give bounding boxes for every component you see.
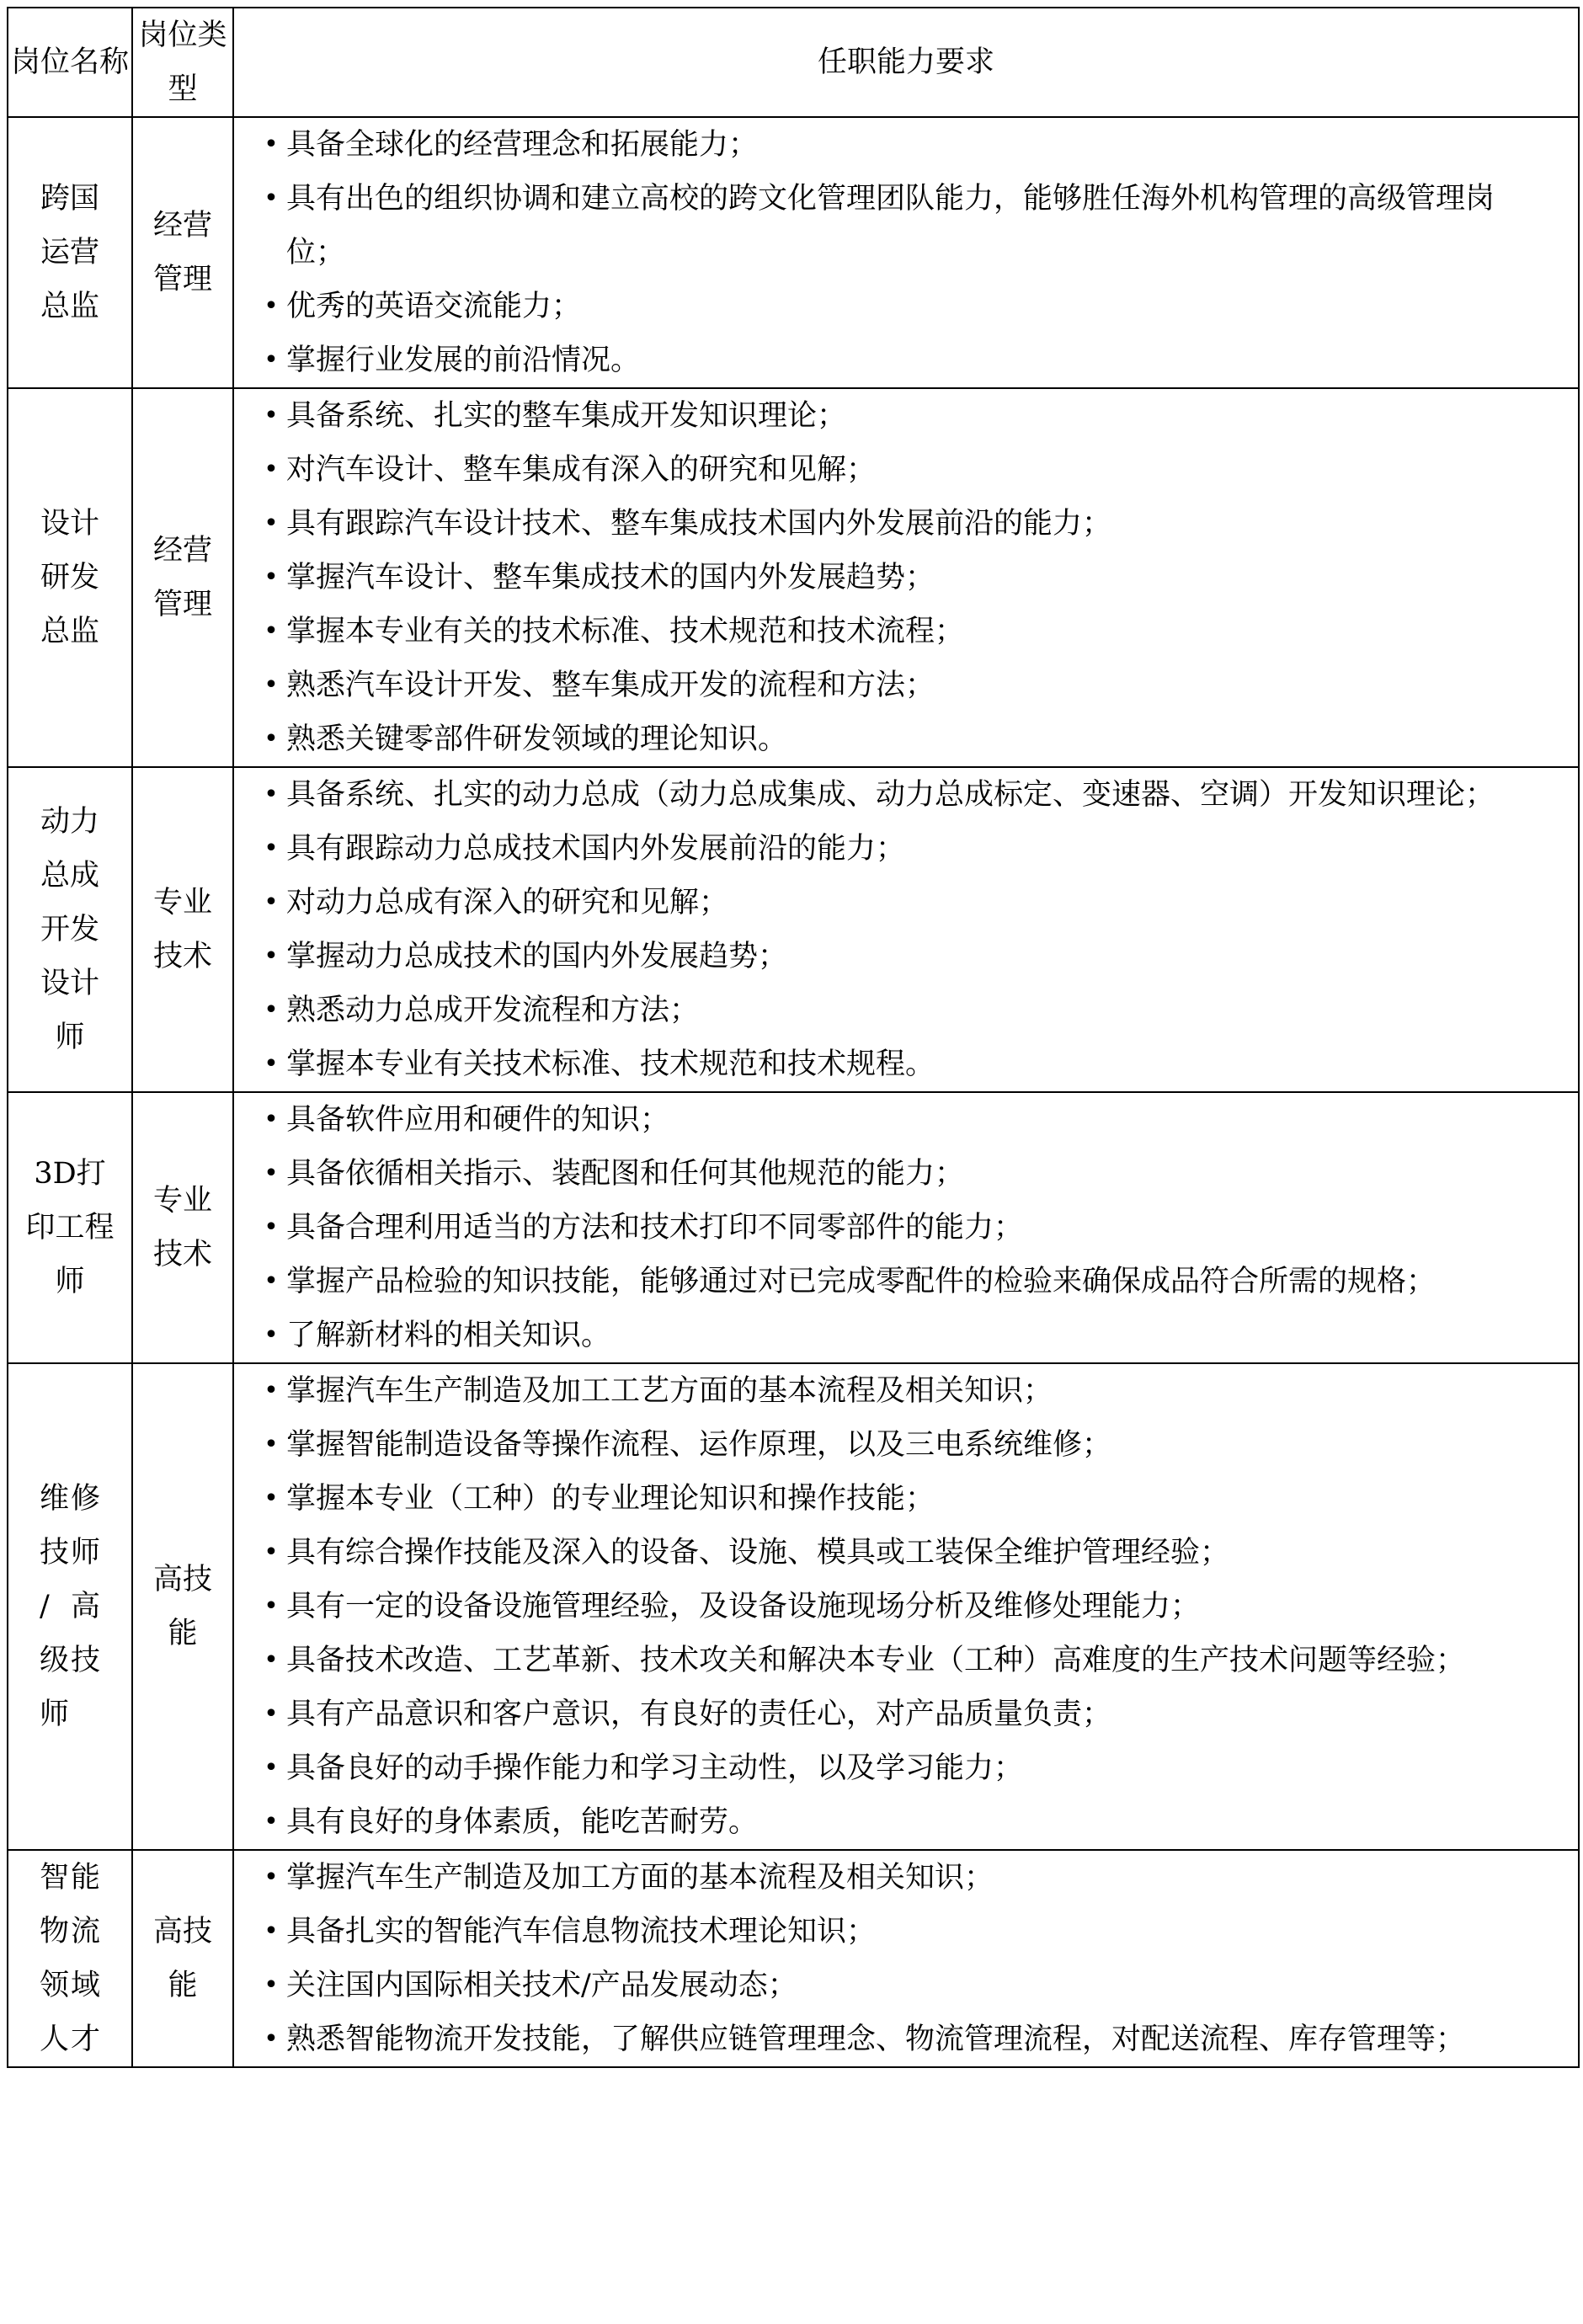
list-item [234,1037,1578,1091]
list-item [234,768,1578,822]
requirement-text: 对汽车设计、整车集成有深入的研究和见解； [286,453,877,487]
table-row [8,1092,1579,1363]
requirements-list [234,118,1578,387]
requirements-cell [233,388,1579,767]
bullet-icon: • [264,1266,279,1296]
bullet-icon: • [264,345,279,375]
position-name-cell [8,388,132,767]
job-requirements-table [7,7,1580,2068]
bullet-icon: • [264,1484,279,1513]
requirements-cell [233,1363,1579,1850]
requirement-text: 掌握汽车生产制造及加工工艺方面的基本流程及相关知识； [286,1374,1053,1408]
requirement-text: 具有综合操作技能及深入的设备、设施、模具或工装保全维护管理经验； [286,1536,1230,1570]
requirements-cell [233,767,1579,1092]
requirement-text: 掌握本专业有关技术标准、技术规范和技术规程。 [286,1047,935,1081]
list-item [234,280,1578,333]
list-item [234,551,1578,605]
requirement-text: 掌握行业发展的前沿情况。 [286,344,641,377]
requirement-text: 了解新材料的相关知识。 [286,1319,611,1352]
list-item [234,1472,1578,1526]
position-name-cell [8,767,132,1092]
requirement-text: 熟悉汽车设计开发、整车集成开发的流程和方法； [286,669,935,702]
bullet-icon: • [264,291,279,321]
bullet-icon: • [264,1430,279,1459]
list-item [234,1795,1578,1849]
requirement-text: 具备依循相关指示、装配图和任何其他规范的能力； [286,1157,965,1191]
position-type: 经营管理 [152,209,212,296]
bullet-icon: • [264,1863,279,1892]
requirement-text: 掌握产品检验的知识技能，能够通过对已完成零配件的检验来确保成品符合所需的规格； [286,1265,1436,1298]
header-row [8,8,1579,117]
bullet-icon: • [264,995,279,1025]
list-item [234,333,1578,387]
bullet-icon: • [264,1159,279,1188]
requirement-text: 具备扎实的智能汽车信息物流技术理论知识； [286,1915,877,1948]
header-position-name-text: 岗位名称 [10,45,129,79]
position-name-cell [8,1850,132,2067]
requirement-text: 对动力总成有深入的研究和见解； [286,886,729,919]
list-item [234,983,1578,1037]
bullet-icon: • [264,670,279,700]
bullet-icon: • [264,941,279,971]
requirement-text: 具备全球化的经营理念和拓展能力； [286,128,759,162]
bullet-icon: • [264,780,279,809]
bullet-icon: • [264,1807,279,1836]
requirement-text: 熟悉智能物流开发技能，了解供应链管理理念、物流管理流程，对配送流程、库存管理等； [286,2023,1466,2056]
requirements-list [234,389,1578,766]
requirement-text: 掌握本专业（工种）的专业理论知识和操作技能； [286,1482,935,1516]
requirement-text: 具有一定的设备设施管理经验，及设备设施现场分析及维修处理能力； [286,1590,1201,1623]
requirement-text: 具备系统、扎实的动力总成（动力总成集成、动力总成标定、变速器、空调）开发知识理论； [286,778,1495,812]
list-item [234,497,1578,551]
table-row [8,117,1579,388]
list-item [234,1526,1578,1580]
position-name: 3D打印工程师 [25,1157,115,1298]
position-name-cell [8,117,132,388]
list-item [234,389,1578,443]
requirement-text: 关注国内国际相关技术/产品发展动态； [286,1969,797,2002]
list-item [234,1255,1578,1309]
requirements-list [234,1851,1578,2066]
header-requirements-text: 任职能力要求 [817,45,994,79]
bullet-icon: • [264,1916,279,1946]
list-item [234,876,1578,930]
list-item [234,1364,1578,1418]
table-row [8,767,1579,1092]
list-item [234,1147,1578,1201]
requirement-text: 具备技术改造、工艺革新、技术攻关和解决本专业（工种）高难度的生产技术问题等经验； [286,1644,1466,1677]
bullet-icon: • [264,1699,279,1729]
requirements-cell [233,1092,1579,1363]
list-item [234,930,1578,983]
header-requirements [233,8,1579,117]
list-item [234,1959,1578,2012]
position-type-cell [132,1363,233,1850]
list-item [234,1905,1578,1959]
list-item [234,1418,1578,1472]
position-name: 动力总成开发设计师 [40,805,99,1054]
requirement-text: 掌握本专业有关的技术标准、技术规范和技术流程； [286,615,965,648]
position-name-cell [8,1092,132,1363]
bullet-icon: • [264,509,279,538]
requirement-text: 掌握智能制造设备等操作流程、运作原理，以及三电系统维修； [286,1428,1112,1462]
requirement-text: 具备合理利用适当的方法和技术打印不同零部件的能力； [286,1211,1024,1245]
bullet-icon: • [264,1970,279,2000]
position-type-cell [132,1850,233,2067]
list-item [234,1851,1578,1905]
bullet-icon: • [264,1213,279,1242]
position-type: 专业技术 [152,1184,212,1271]
bullet-icon: • [264,401,279,430]
requirement-text: 掌握汽车生产制造及加工方面的基本流程及相关知识； [286,1861,994,1895]
requirement-text: 掌握动力总成技术的国内外发展趋势； [286,940,788,973]
list-item [234,1687,1578,1741]
position-type: 高技能 [152,1915,212,2002]
requirement-text: 具有良好的身体素质，能吃苦耐劳。 [286,1805,759,1839]
requirement-text: 具有跟踪汽车设计技术、整车集成技术国内外发展前沿的能力； [286,507,1112,541]
list-item [234,822,1578,876]
position-name: 智能物流领域人才 [40,1861,100,2056]
header-position-type [132,8,233,117]
bullet-icon: • [264,887,279,917]
header-position-name [8,8,132,117]
bullet-icon: • [264,616,279,646]
requirements-list [234,1364,1578,1849]
requirement-text: 优秀的英语交流能力； [286,290,582,323]
position-type-cell [132,767,233,1092]
position-type-cell [132,1092,233,1363]
requirement-text: 具备良好的动手操作能力和学习主动性，以及学习能力； [286,1751,1024,1785]
requirement-text: 具备系统、扎实的整车集成开发知识理论； [286,399,847,433]
list-item [234,118,1578,172]
bullet-icon: • [264,2024,279,2054]
list-item [234,1201,1578,1255]
position-name: 设计研发总监 [40,507,99,648]
bullet-icon: • [264,1645,279,1675]
requirements-cell [233,1850,1579,2067]
position-type: 专业技术 [152,886,212,973]
requirement-text: 具备软件应用和硬件的知识； [286,1103,670,1137]
list-item [234,605,1578,658]
bullet-icon: • [264,455,279,484]
requirement-text: 具有产品意识和客户意识，有良好的责任心，对产品质量负责； [286,1698,1112,1731]
bullet-icon: • [264,1320,279,1350]
bullet-icon: • [264,562,279,592]
bullet-icon: • [264,1105,279,1134]
list-item [234,1093,1578,1147]
list-item [234,1741,1578,1795]
list-item [234,712,1578,766]
bullet-icon: • [264,1049,279,1079]
list-item [234,1634,1578,1687]
list-item [234,2012,1578,2066]
bullet-icon: • [264,1753,279,1783]
position-type: 高技能 [152,1563,212,1650]
position-name: 维修技师/高级技师 [40,1482,100,1731]
position-type: 经营管理 [152,534,212,621]
requirement-text: 熟悉动力总成开发流程和方法； [286,994,700,1027]
requirement-text: 具有跟踪动力总成技术国内外发展前沿的能力； [286,832,906,866]
list-item [234,443,1578,497]
position-type-cell [132,388,233,767]
bullet-icon: • [264,1376,279,1405]
list-item [234,172,1578,280]
header-position-type-text: 岗位类型 [138,19,227,106]
list-item [234,658,1578,712]
list-item [234,1580,1578,1634]
bullet-icon: • [264,1538,279,1567]
list-item [234,1309,1578,1362]
requirement-text: 熟悉关键零部件研发领域的理论知识。 [286,722,788,756]
requirements-list [234,768,1578,1091]
position-type-cell [132,117,233,388]
requirement-text: 具有出色的组织协调和建立高校的跨文化管理团队能力，能够胜任海外机构管理的高级管理岗位； [286,182,1495,269]
requirement-text: 掌握汽车设计、整车集成技术的国内外发展趋势； [286,561,935,594]
position-name-cell [8,1363,132,1850]
table-row [8,1363,1579,1850]
bullet-icon: • [264,1591,279,1621]
position-name: 跨国运营总监 [40,182,99,323]
requirements-list [234,1093,1578,1362]
table-row [8,1850,1579,2067]
bullet-icon: • [264,834,279,863]
table-row [8,388,1579,767]
requirements-cell [233,117,1579,388]
bullet-icon: • [264,724,279,754]
bullet-icon: • [264,184,279,213]
bullet-icon: • [264,130,279,159]
